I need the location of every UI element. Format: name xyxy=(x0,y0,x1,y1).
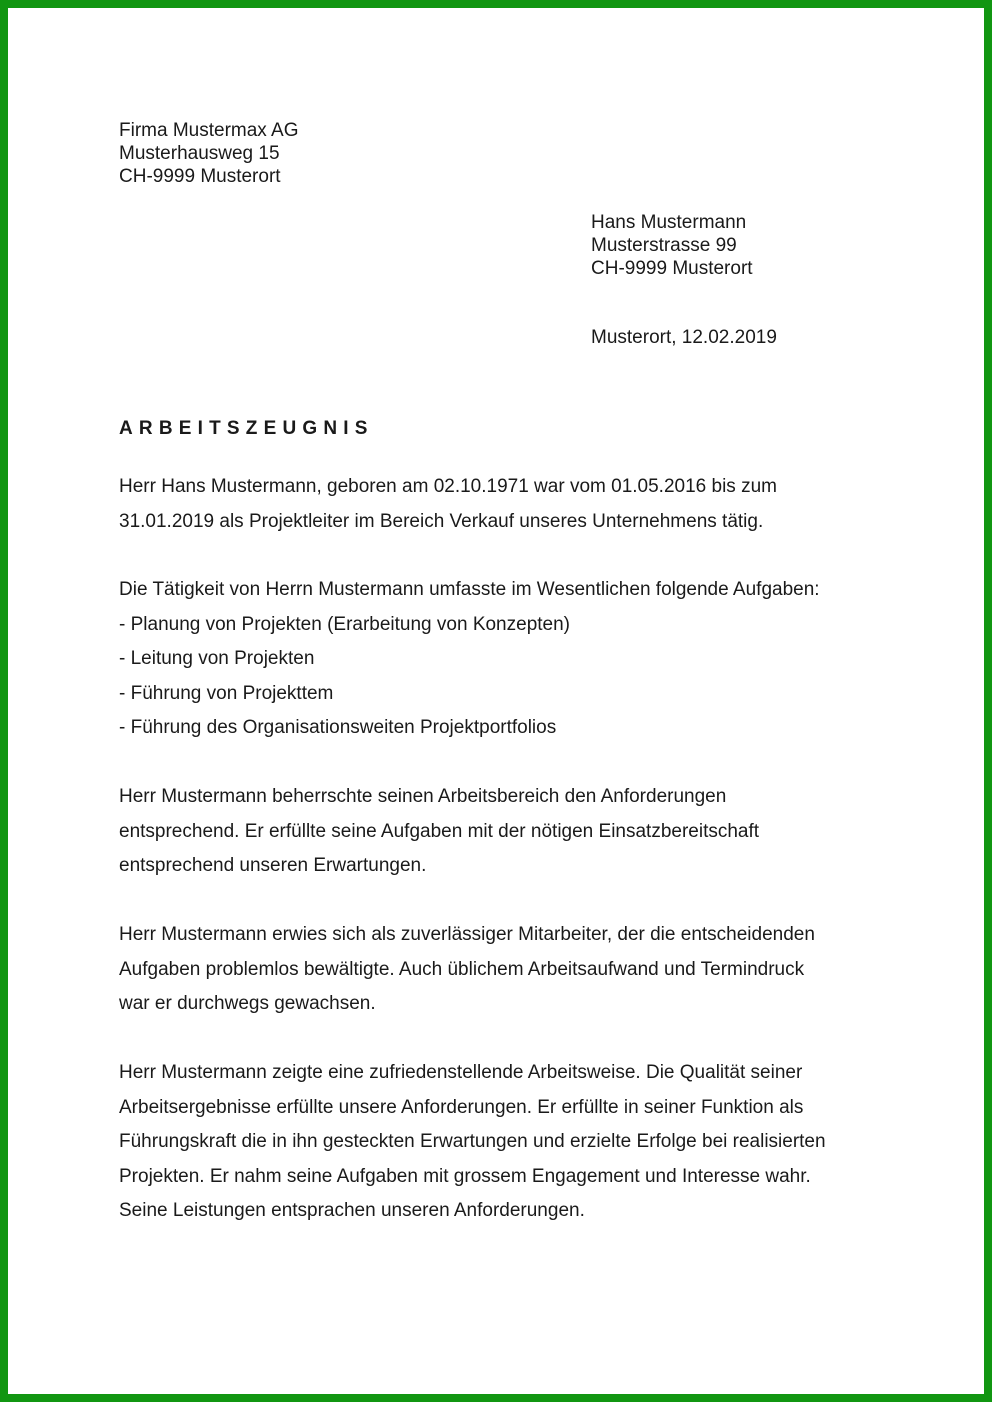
text-line: 31.01.2019 als Projektleiter im Bereich Verkauf unseres Unternehmens tätig. xyxy=(119,510,764,532)
text-line: Herr Mustermann zeigte eine zufriedenstellende Arbeitsweise. Die Qualität seiner xyxy=(119,1062,803,1083)
text-line: Führungskraft die in ihn gesteckten Erwartungen und erzielte Erfolge bei realisierten xyxy=(119,1131,826,1152)
text-line: Arbeitsergebnisse erfüllte unsere Anforderungen. Er erfüllte in seiner Funktion als xyxy=(119,1096,804,1118)
document-title: ARBEITSZEUGNIS xyxy=(119,418,374,439)
sender-street: Musterhausweg 15 xyxy=(119,143,280,164)
paragraph-performance xyxy=(119,780,879,884)
text-line: Herr Mustermann beherrschte seinen Arbeitsbereich den Anforderungen xyxy=(119,786,727,807)
text-line: war er durchwegs gewachsen. xyxy=(119,993,376,1014)
text-line: entsprechend. Er erfüllte seine Aufgaben mit der nötigen Einsatzbereitschaft xyxy=(119,820,760,842)
tasks-section xyxy=(119,573,879,746)
task-item: - Planung von Projekten (Erarbeitung von Konzepten) xyxy=(119,613,570,635)
tasks-heading: Die Tätigkeit von Herrn Mustermann umfasste im Wesentlichen folgende Aufgaben: xyxy=(119,579,820,600)
task-item: - Führung des Organisationsweiten Projektportfolios xyxy=(119,717,557,738)
task-item: - Führung von Projekttem xyxy=(119,682,334,704)
text-line: entsprechend unseren Erwartungen. xyxy=(119,855,427,876)
task-item: - Leitung von Projekten xyxy=(119,648,315,669)
recipient-street: Musterstrasse 99 xyxy=(591,235,737,256)
text-line: Projekten. Er nahm seine Aufgaben mit grossem Engagement und Interesse wahr. xyxy=(119,1165,811,1187)
text-line: Seine Leistungen entsprachen unseren Anforderungen. xyxy=(119,1200,585,1221)
text-line: Aufgaben problemlos bewältigte. Auch üblichem Arbeitsaufwand und Termindruck xyxy=(119,958,805,980)
sender-company: Firma Mustermax AG xyxy=(119,120,299,141)
paragraph-reliability xyxy=(119,918,879,1022)
recipient-city: CH-9999 Musterort xyxy=(591,258,753,279)
sender-city: CH-9999 Musterort xyxy=(119,166,281,187)
intro-paragraph xyxy=(119,470,879,539)
paragraph-quality xyxy=(119,1056,879,1229)
date-line: Musterort, 12.02.2019 xyxy=(591,327,777,348)
recipient-name: Hans Mustermann xyxy=(591,212,747,233)
text-line: Herr Mustermann erwies sich als zuverlässiger Mitarbeiter, der die entscheidenden xyxy=(119,924,815,945)
text-line: Herr Hans Mustermann, geboren am 02.10.1971 war vom 01.05.2016 bis zum xyxy=(119,476,777,497)
